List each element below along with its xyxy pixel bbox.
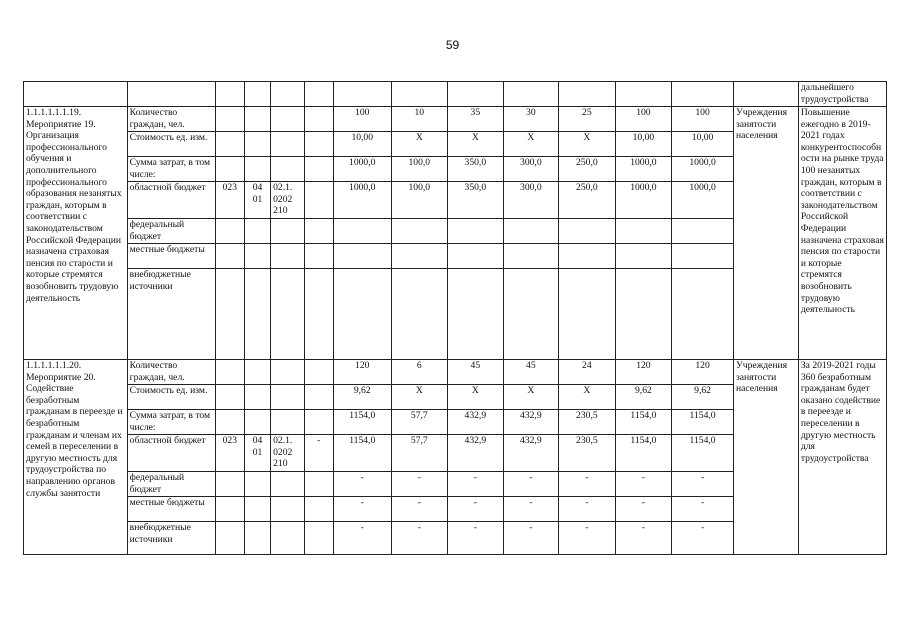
measure-20-executor: Учреждения занятости населения [733,360,798,555]
value-cell: 25 [559,107,616,132]
value-cell: 432,9 [503,410,559,435]
row-label: федеральный бюджет [127,472,215,497]
grbs-cell [215,132,244,157]
value-cell [448,269,504,360]
value-cell: 300,0 [503,157,559,182]
value-cell: - [559,472,616,497]
csr-cell: 02.1. 0202 210 [271,435,305,472]
value-cell: 230,5 [559,410,616,435]
value-cell: - [448,522,504,555]
value-cell: - [503,522,559,555]
value-cell: 100,0 [391,182,448,219]
value-cell: - [559,522,616,555]
rz-cell [244,522,270,555]
vr-cell [304,157,333,182]
grbs-cell [215,244,244,269]
row-label: внебюджетные источники [127,522,215,555]
csr-cell [271,472,305,497]
value-cell [559,269,616,360]
value-cell: - [672,497,734,522]
value-cell: - [448,497,504,522]
measure-19-name: 1.1.1.1.1.1.19. Мероприятие 19. Организация профессионального обучения и дополнительного профессионального образования незанятых граждан, которым в соответствии с законодательством Российской Федерации назначена страховая пенсия по старости и которые стремятся возобновить трудовую деятельность [24,107,128,360]
vr-cell: - [304,435,333,472]
value-cell: 100 [672,107,734,132]
vr-cell [304,269,333,360]
value-cell: 300,0 [503,182,559,219]
grbs-cell [215,157,244,182]
value-cell: 1154,0 [615,435,672,472]
csr-cell [271,219,305,244]
row-label: Сумма затрат, в том числе: [127,157,215,182]
value-cell: 230,5 [559,435,616,472]
value-cell: 1154,0 [333,435,391,472]
value-cell: 1000,0 [615,182,672,219]
vr-cell [304,244,333,269]
value-cell: - [615,472,672,497]
rz-cell [244,157,270,182]
rz-cell [244,244,270,269]
value-cell: X [448,132,504,157]
rz-cell [244,385,270,410]
row-label: областной бюджет [127,182,215,219]
csr-cell [271,244,305,269]
vr-cell [304,472,333,497]
value-cell: 432,9 [448,435,504,472]
value-cell: X [503,132,559,157]
grbs-cell [215,360,244,385]
rz-cell [244,410,270,435]
program-table [23,81,887,555]
value-cell: 10 [391,107,448,132]
vr-cell [304,410,333,435]
row-label: областной бюджет [127,435,215,472]
value-cell: - [672,472,734,497]
rz-cell [244,472,270,497]
value-cell: 9,62 [672,385,734,410]
value-cell: X [391,132,448,157]
value-cell [615,244,672,269]
row-label: федеральный бюджет [127,219,215,244]
value-cell: 1154,0 [672,435,734,472]
continuation-note: дальнейшего трудоустройства [798,82,886,107]
csr-cell [271,107,305,132]
value-cell [333,269,391,360]
value-cell: - [503,472,559,497]
value-cell [503,244,559,269]
rz-cell: 04 01 [244,182,270,219]
rz-cell [244,219,270,244]
value-cell: - [333,522,391,555]
value-cell: - [559,497,616,522]
value-cell: 45 [448,360,504,385]
value-cell: 1000,0 [333,182,391,219]
value-cell [333,244,391,269]
row-label: Сумма затрат, в том числе: [127,410,215,435]
value-cell: - [615,522,672,555]
value-cell: 6 [391,360,448,385]
grbs-cell [215,219,244,244]
grbs-cell [215,522,244,555]
value-cell: X [559,132,616,157]
row-label: местные бюджеты [127,244,215,269]
rz-cell [244,497,270,522]
value-cell [391,219,448,244]
value-cell [503,269,559,360]
csr-cell [271,497,305,522]
value-cell: 24 [559,360,616,385]
value-cell: 1000,0 [615,157,672,182]
vr-cell [304,385,333,410]
value-cell: 10,00 [672,132,734,157]
value-cell: 45 [503,360,559,385]
measure-19-row-count [24,107,887,132]
value-cell: - [615,497,672,522]
csr-cell [271,132,305,157]
value-cell: 250,0 [559,157,616,182]
value-cell [672,244,734,269]
grbs-cell [215,472,244,497]
value-cell: - [333,497,391,522]
value-cell [448,219,504,244]
value-cell: 432,9 [503,435,559,472]
value-cell: 100 [333,107,391,132]
vr-cell [304,360,333,385]
grbs-cell [215,385,244,410]
value-cell: 100 [615,107,672,132]
value-cell [448,244,504,269]
rz-cell: 04 01 [244,435,270,472]
row-label: местные бюджеты [127,497,215,522]
value-cell: 1154,0 [615,410,672,435]
value-cell: 57,7 [391,435,448,472]
value-cell: 10,00 [333,132,391,157]
grbs-cell [215,410,244,435]
csr-cell [271,269,305,360]
value-cell: 350,0 [448,182,504,219]
grbs-cell [215,497,244,522]
value-cell: X [448,385,504,410]
value-cell [503,219,559,244]
grbs-cell [215,107,244,132]
value-cell: 432,9 [448,410,504,435]
rz-cell [244,107,270,132]
value-cell: 9,62 [615,385,672,410]
vr-cell [304,219,333,244]
row-label: Стоимость ед. изм. [127,132,215,157]
measure-20-row-count [24,360,887,385]
value-cell: X [391,385,448,410]
csr-cell [271,157,305,182]
value-cell: - [391,522,448,555]
value-cell: - [333,472,391,497]
value-cell: 120 [333,360,391,385]
value-cell: - [672,522,734,555]
value-cell: 350,0 [448,157,504,182]
measure-20-result: За 2019-2021 годы 360 безработным гражданам будет оказано содействие в переезде и переселении в другую местность для трудоустройства [798,360,886,555]
grbs-cell [215,269,244,360]
csr-cell: 02.1. 0202 210 [271,182,305,219]
vr-cell [304,522,333,555]
row-label: Стоимость ед. изм. [127,385,215,410]
grbs-cell: 023 [215,182,244,219]
value-cell [559,219,616,244]
value-cell [672,269,734,360]
value-cell: 1154,0 [333,410,391,435]
csr-cell [271,410,305,435]
value-cell: 9,62 [333,385,391,410]
value-cell [391,269,448,360]
value-cell: 1000,0 [672,182,734,219]
value-cell: 1000,0 [333,157,391,182]
value-cell: 120 [615,360,672,385]
value-cell [559,244,616,269]
row-label: внебюджетные источники [127,269,215,360]
value-cell: 1154,0 [672,410,734,435]
value-cell: 10,00 [615,132,672,157]
value-cell: 35 [448,107,504,132]
value-cell: 120 [672,360,734,385]
rz-cell [244,360,270,385]
value-cell: - [448,472,504,497]
value-cell: 30 [503,107,559,132]
value-cell [615,269,672,360]
vr-cell [304,132,333,157]
row-label: Количество граждан, чел. [127,360,215,385]
rz-cell [244,269,270,360]
value-cell: X [559,385,616,410]
value-cell: - [391,497,448,522]
value-cell: - [503,497,559,522]
vr-cell [304,107,333,132]
continuation-row [24,82,887,107]
csr-cell [271,522,305,555]
row-label: Количество граждан, чел. [127,107,215,132]
grbs-cell: 023 [215,435,244,472]
measure-19-executor: Учреждения занятости населения [733,107,798,360]
csr-cell [271,385,305,410]
value-cell: 100,0 [391,157,448,182]
csr-cell [271,360,305,385]
value-cell: - [391,472,448,497]
value-cell: X [503,385,559,410]
measure-19-result: Повышение ежегодно в 2019-2021 годах конкурентоспособности на рынке труда 100 незанятых граждан, которым в соответствии с законодательством Российской Федерации назначена страховая пенсия по старости и которые стремятся возобновить трудовую деятельность [798,107,886,360]
value-cell [333,219,391,244]
value-cell [672,219,734,244]
value-cell [391,244,448,269]
page-number: 59 [445,38,460,52]
vr-cell [304,497,333,522]
rz-cell [244,132,270,157]
value-cell: 57,7 [391,410,448,435]
vr-cell [304,182,333,219]
value-cell: 1000,0 [672,157,734,182]
measure-20-name: 1.1.1.1.1.1.20. Мероприятие 20. Содействие безработным гражданам в переезде и безработным гражданам и членам их семей в переселении в другую местность для трудоустройства по направлению органов службы занятости [24,360,128,555]
value-cell: 250,0 [559,182,616,219]
value-cell [615,219,672,244]
